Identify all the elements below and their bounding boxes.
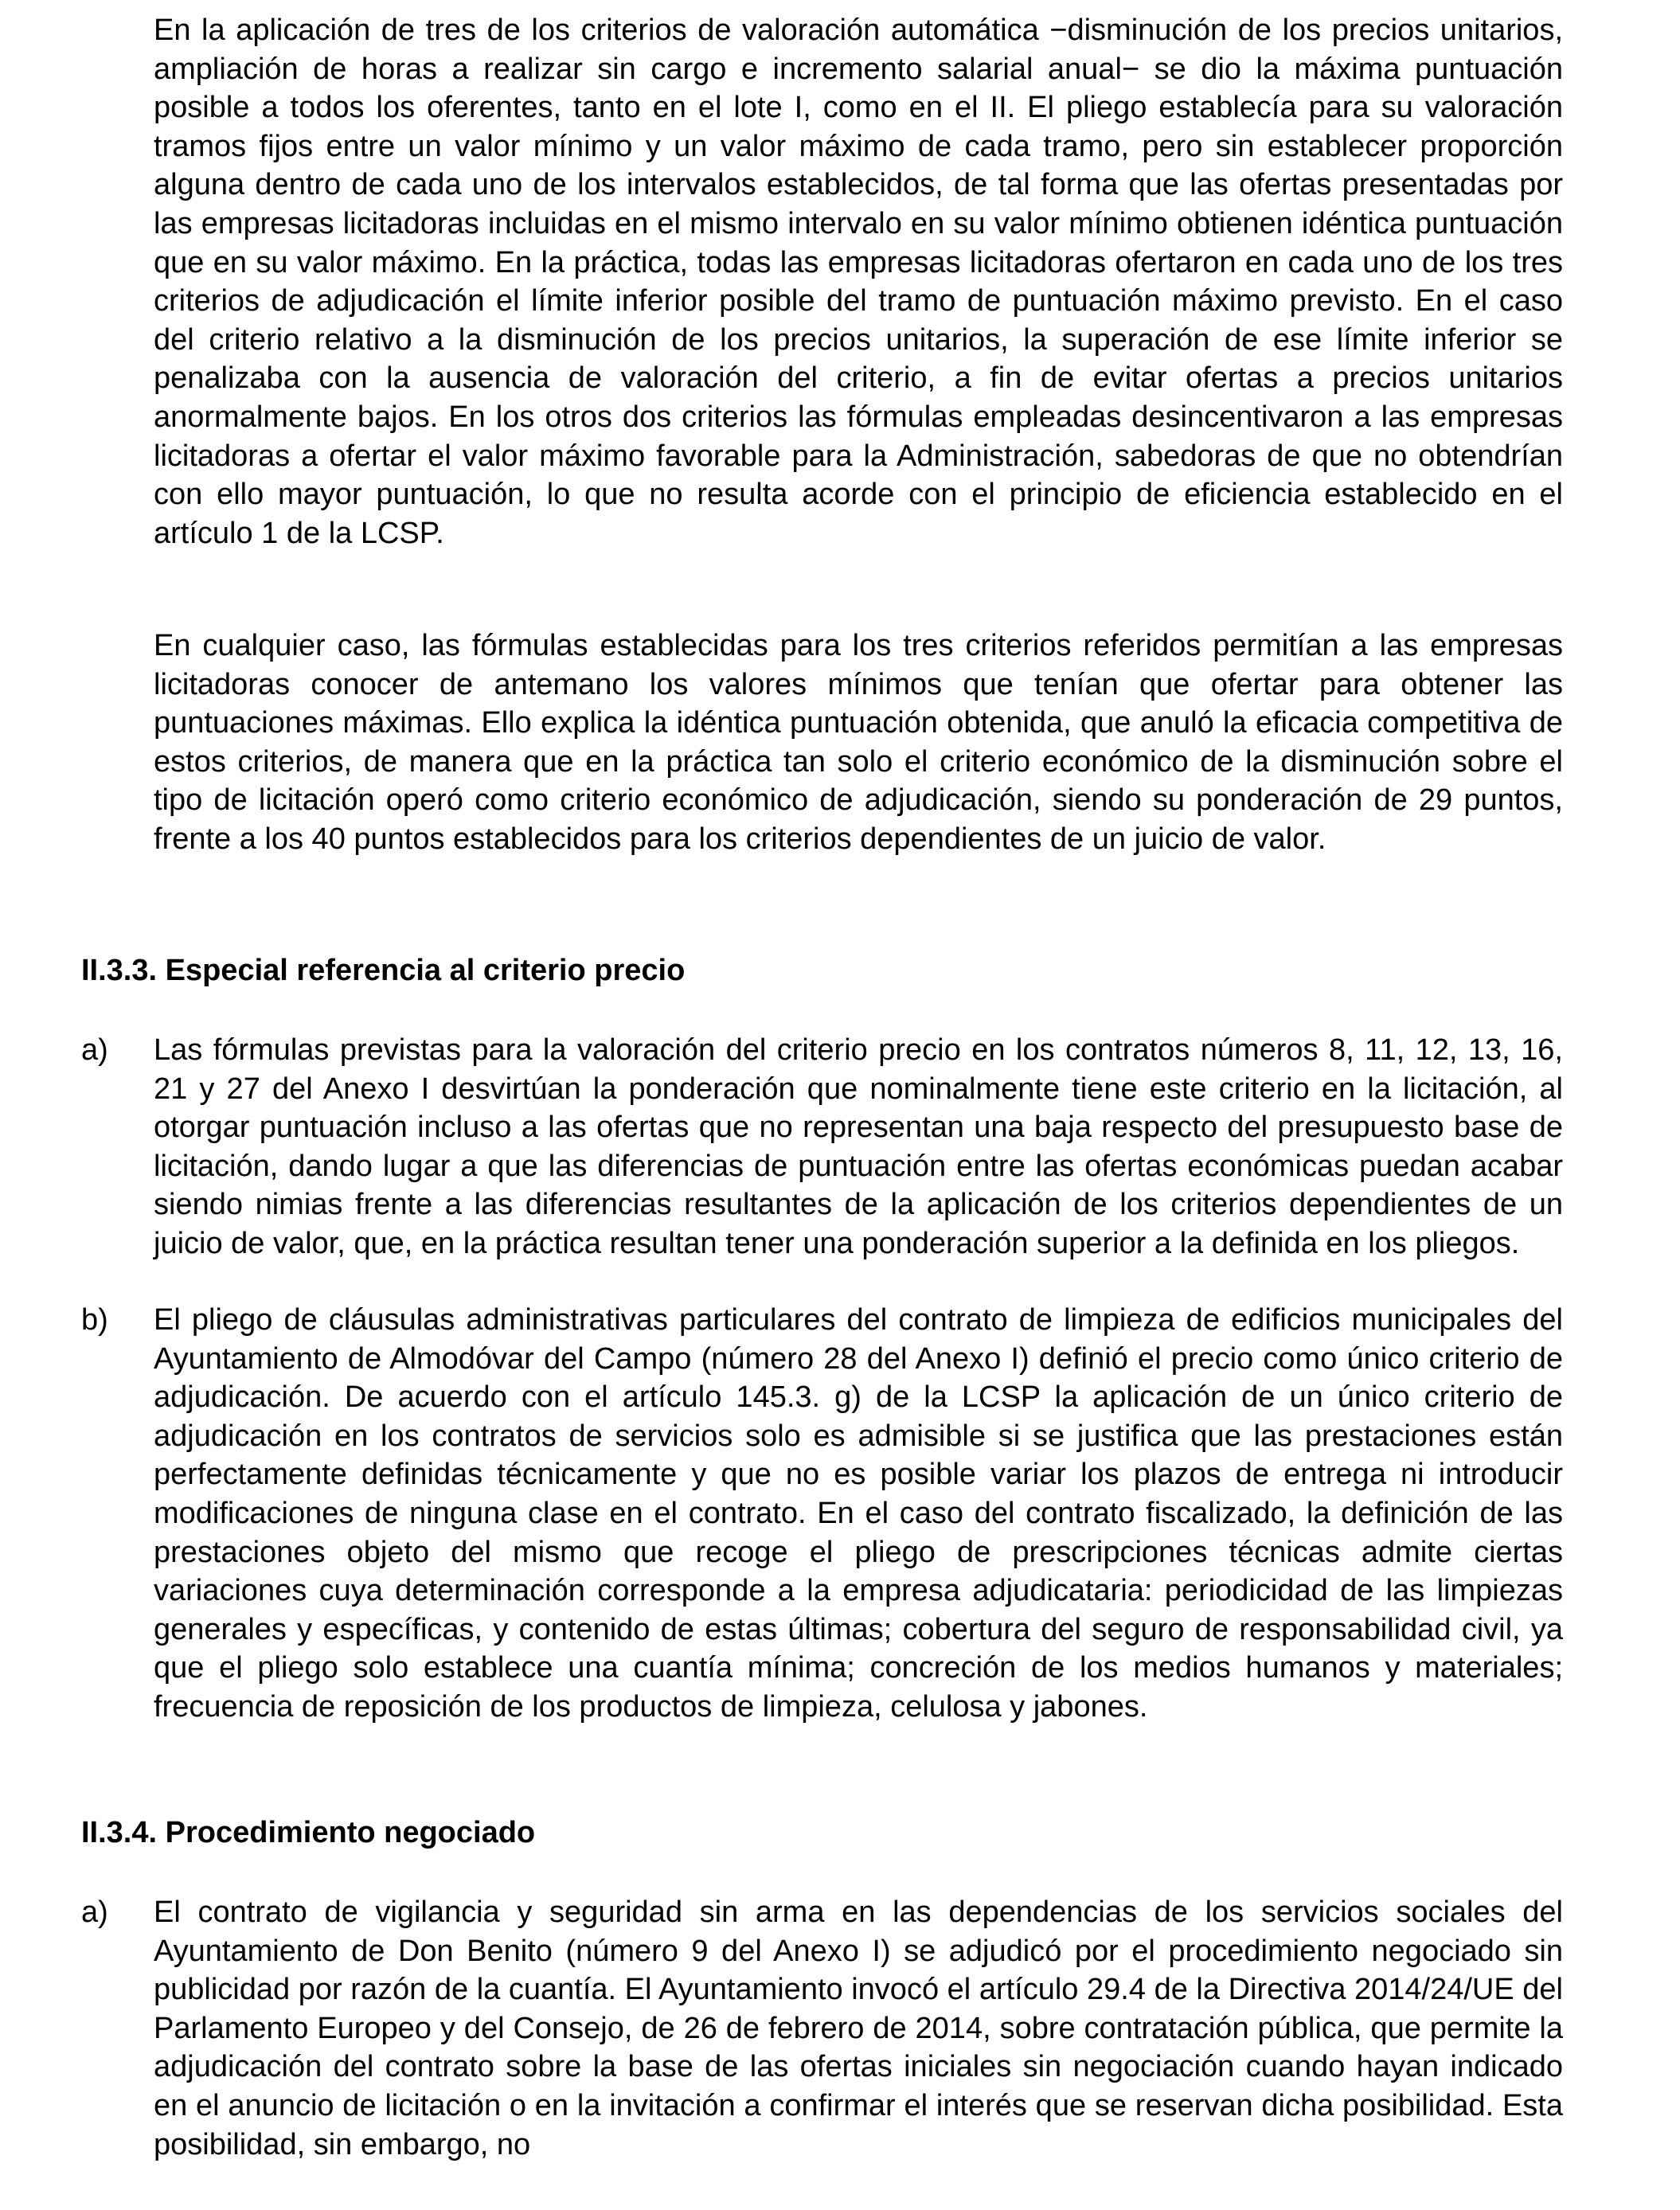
section-heading: II.3.3. Especial referencia al criterio precio: [81, 954, 686, 987]
body-paragraph: En la aplicación de tres de los criterios de valoración automática −disminución de los precios unitarios, ampliación de horas a realizar sin cargo e incremento salarial anual− se dio la máxima puntuación posible a todos los oferentes, tanto en el lote I, como en el II. El pliego establecía para su valoración tramos fijos entre un valor mínimo y un valor máximo de cada tramo, pero sin establecer proporción alguna dentro de cada uno de los intervalos establecidos, de tal forma que las ofertas presentadas por las empresas licitadoras incluidas en el mismo intervalo en su valor mínimo obtienen idéntica puntuación que en su valor máximo. En la práctica, todas las empresas licitadoras ofertaron en cada uno de los tres criterios de adjudicación el límite inferior posible del tramo de puntuación máximo previsto. En el caso del criterio relativo a la disminución de los precios unitarios, la superación de ese límite inferior se penalizaba con la ausencia de valoración del criterio, a fin de evitar ofertas a precios unitarios anormalmente bajos. En los otros dos criterios las fórmulas empleadas desincentivaron a las empresas licitadoras a ofertar el valor máximo favorable para la Administración, sabedoras de que no obtendrían con ello mayor puntuación, lo que no resulta acorde con el principio de eficiencia establecido en el artículo 1 de la LCSP.: [154, 14, 1563, 550]
list-marker: b): [81, 1303, 108, 1337]
list-marker: a): [81, 1033, 108, 1067]
list-item-text: El contrato de vigilancia y seguridad sin arma en las dependencias de los servicios sociales del Ayuntamiento de Don Benito (número 9 del Anexo I) se adjudicó por el procedimiento negociado sin publicidad por razón de la cuantía. El Ayuntamiento invocó el artículo 29.4 de la Directiva 2014/24/UE del Parlamento Europeo y del Consejo, de 26 de febrero de 2014, sobre contratación pública, que permite la adjudicación del contrato sobre la base de las ofertas iniciales sin negociación cuando hayan indicado en el anuncio de licitación o en la invitación a confirmar el interés que se reservan dicha posibilidad. Esta posibilidad, sin embargo, no: [154, 1896, 1563, 2161]
list-item-text: Las fórmulas previstas para la valoración del criterio precio en los contratos números 8, 11, 12, 13, 16, 21 y 27 del Anexo I desvirtúan la ponderación que nominalmente tiene este criterio en la licitación, al otorgar puntuación incluso a las ofertas que no representan una baja respecto del presupuesto base de licitación, dando lugar a que las diferencias de puntuación entre las ofertas económicas puedan acabar siendo nimias frente a las diferencias resultantes de la aplicación de los criterios dependientes de un juicio de valor, que, en la práctica resultan tener una ponderación superior a la definida en los pliegos.: [154, 1033, 1563, 1260]
body-paragraph: En cualquier caso, las fórmulas establecidas para los tres criterios referidos permitían a las empresas licitadoras conocer de antemano los valores mínimos que tenían que ofertar para obtener las puntuaciones máximas. Ello explica la idéntica puntuación obtenida, que anuló la eficacia competitiva de estos criterios, de manera que en la práctica tan solo el criterio económico de la disminución sobre el tipo de licitación operó como criterio económico de adjudicación, siendo su ponderación de 29 puntos, frente a los 40 puntos establecidos para los criterios dependientes de un juicio de valor.: [154, 629, 1563, 856]
section-heading: II.3.4. Procedimiento negociado: [81, 1816, 536, 1849]
list-marker: a): [81, 1896, 108, 1929]
list-item-text: El pliego de cláusulas administrativas particulares del contrato de limpieza de edificios municipales del Ayuntamiento de Almodóvar del Campo (número 28 del Anexo I) definió el precio como único criterio de adjudicación. De acuerdo con el artículo 145.3. g) de la LCSP la aplicación de un único criterio de adjudicación en los contratos de servicios solo es admisible si se justifica que las prestaciones están perfectamente definidas técnicamente y que no es posible variar los plazos de entrega ni introducir modificaciones de ninguna clase en el contrato. En el caso del contrato fiscalizado, la definición de las prestaciones objeto del mismo que recoge el pliego de prescripciones técnicas admite ciertas variaciones cuya determinación corresponde a la empresa adjudicataria: periodicidad de las limpiezas generales y específicas, y contenido de estas últimas; cobertura del seguro de responsabilidad civil, ya que el pliego solo establece una cuantía mínima; concreción de los medios humanos y materiales; frecuencia de reposición de los productos de limpieza, celulosa y jabones.: [154, 1303, 1563, 1724]
